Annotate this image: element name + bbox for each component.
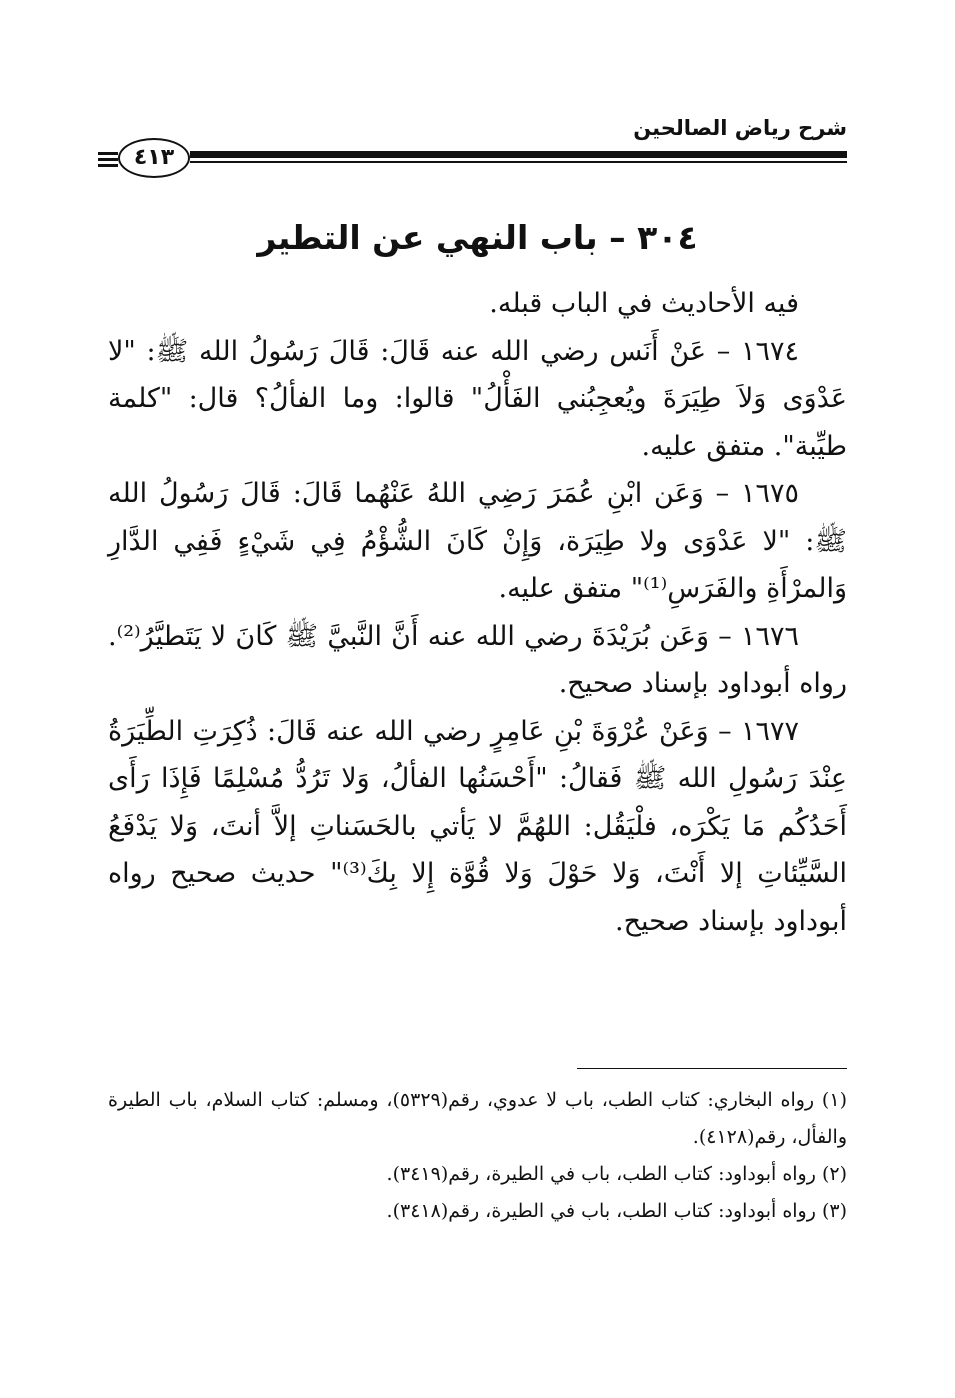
chapter-heading: ٣٠٤ – باب النهي عن التطير [257, 218, 698, 257]
page-number: ٤١٣ [118, 138, 190, 178]
footnote: (٣) رواه أبوداود: كتاب الطب، باب في الطيرة، رقم(٣٤١٨). [386, 1200, 847, 1222]
header-rule-thick [190, 151, 847, 158]
header-end-mark [98, 152, 118, 155]
hadith-paragraph: ١٦٧٤ – عَنْ أَنَس رضي الله عنه قَالَ: قَالَ رَسُولُ الله ﷺ: "لا عَدْوَى وَلاَ طِيَرَةَ ويُعجِبُني الفَأْلُ" قالوا: وما الفألُ؟ قال: "كلمة طيِّبة". متفق عليه. [108, 335, 847, 462]
footnote: (٢) رواه أبوداود: كتاب الطب، باب في الطيرة، رقم(٣٤١٩). [386, 1163, 847, 1185]
header-end-marks [98, 152, 118, 170]
body-paragraph: فيه الأحاديث في الباب قبله. [489, 288, 799, 319]
footnote-separator [577, 1068, 847, 1069]
header-end-mark [98, 164, 118, 167]
footnote: (١) رواه البخاري: كتاب الطب، باب لا عدوي، رقم(٥٣٢٩)، ومسلم: كتاب السلام، باب الطيرة والفأل، رقم(٤١٢٨). [108, 1089, 847, 1148]
hadith-paragraph: ١٦٧٦ – وَعَن بُرَيْدَةَ رضي الله عنه أَنَّ النَّبيَّ ﷺ كَانَ لا يَتَطيَّرُ⁽²⁾. رواه أبوداود بإسناد صحيح. [108, 620, 847, 699]
body-text [108, 280, 847, 945]
hadith-paragraph: ١٦٧٥ – وَعَن ابْنِ عُمَرَ رَضِي اللهُ عَنْهُما قَالَ: قَالَ رَسُولُ الله ﷺ: "لا عَدْوَى ولا طِيَرَة، وَإِنْ كَانَ الشُّؤْمُ فِي شَيْءٍ فَفِي الدَّارِ وَالمرْأَةِ والفَرَسِ⁽¹⁾" متفق عليه. [108, 478, 847, 604]
header-end-mark [98, 158, 118, 161]
running-header-title: شرح رياض الصالحين [633, 116, 847, 140]
hadith-paragraph: ١٦٧٧ – وَعَنْ عُرْوَةَ بْنِ عَامِرٍ رضي الله عنه قَالَ: ذُكِرَتِ الطِّيَرَةُ عِنْدَ رَسُولِ الله ﷺ فَقالُ: "أَحْسَنُها الفألُ، وَلا تَرُدُّ مُسْلِمًا فَإِذَا رَأَى أَحَدُكُم مَا يَكْرَه، فلْيَقُل: اللهُمَّ لا يَأتي بالحَسَناتِ إلاَّ أنتَ، وَلا يَدْفَعُ السَّيِّئاتِ إلا أَنْتَ، وَلا حَوْلَ وَلا قُوَّة إِلا بِكَ⁽³⁾" حديث صحيح رواه أبوداود بإسناد صحيح. [108, 715, 847, 937]
footnotes [108, 1082, 847, 1230]
header-rule-thin [190, 161, 847, 163]
